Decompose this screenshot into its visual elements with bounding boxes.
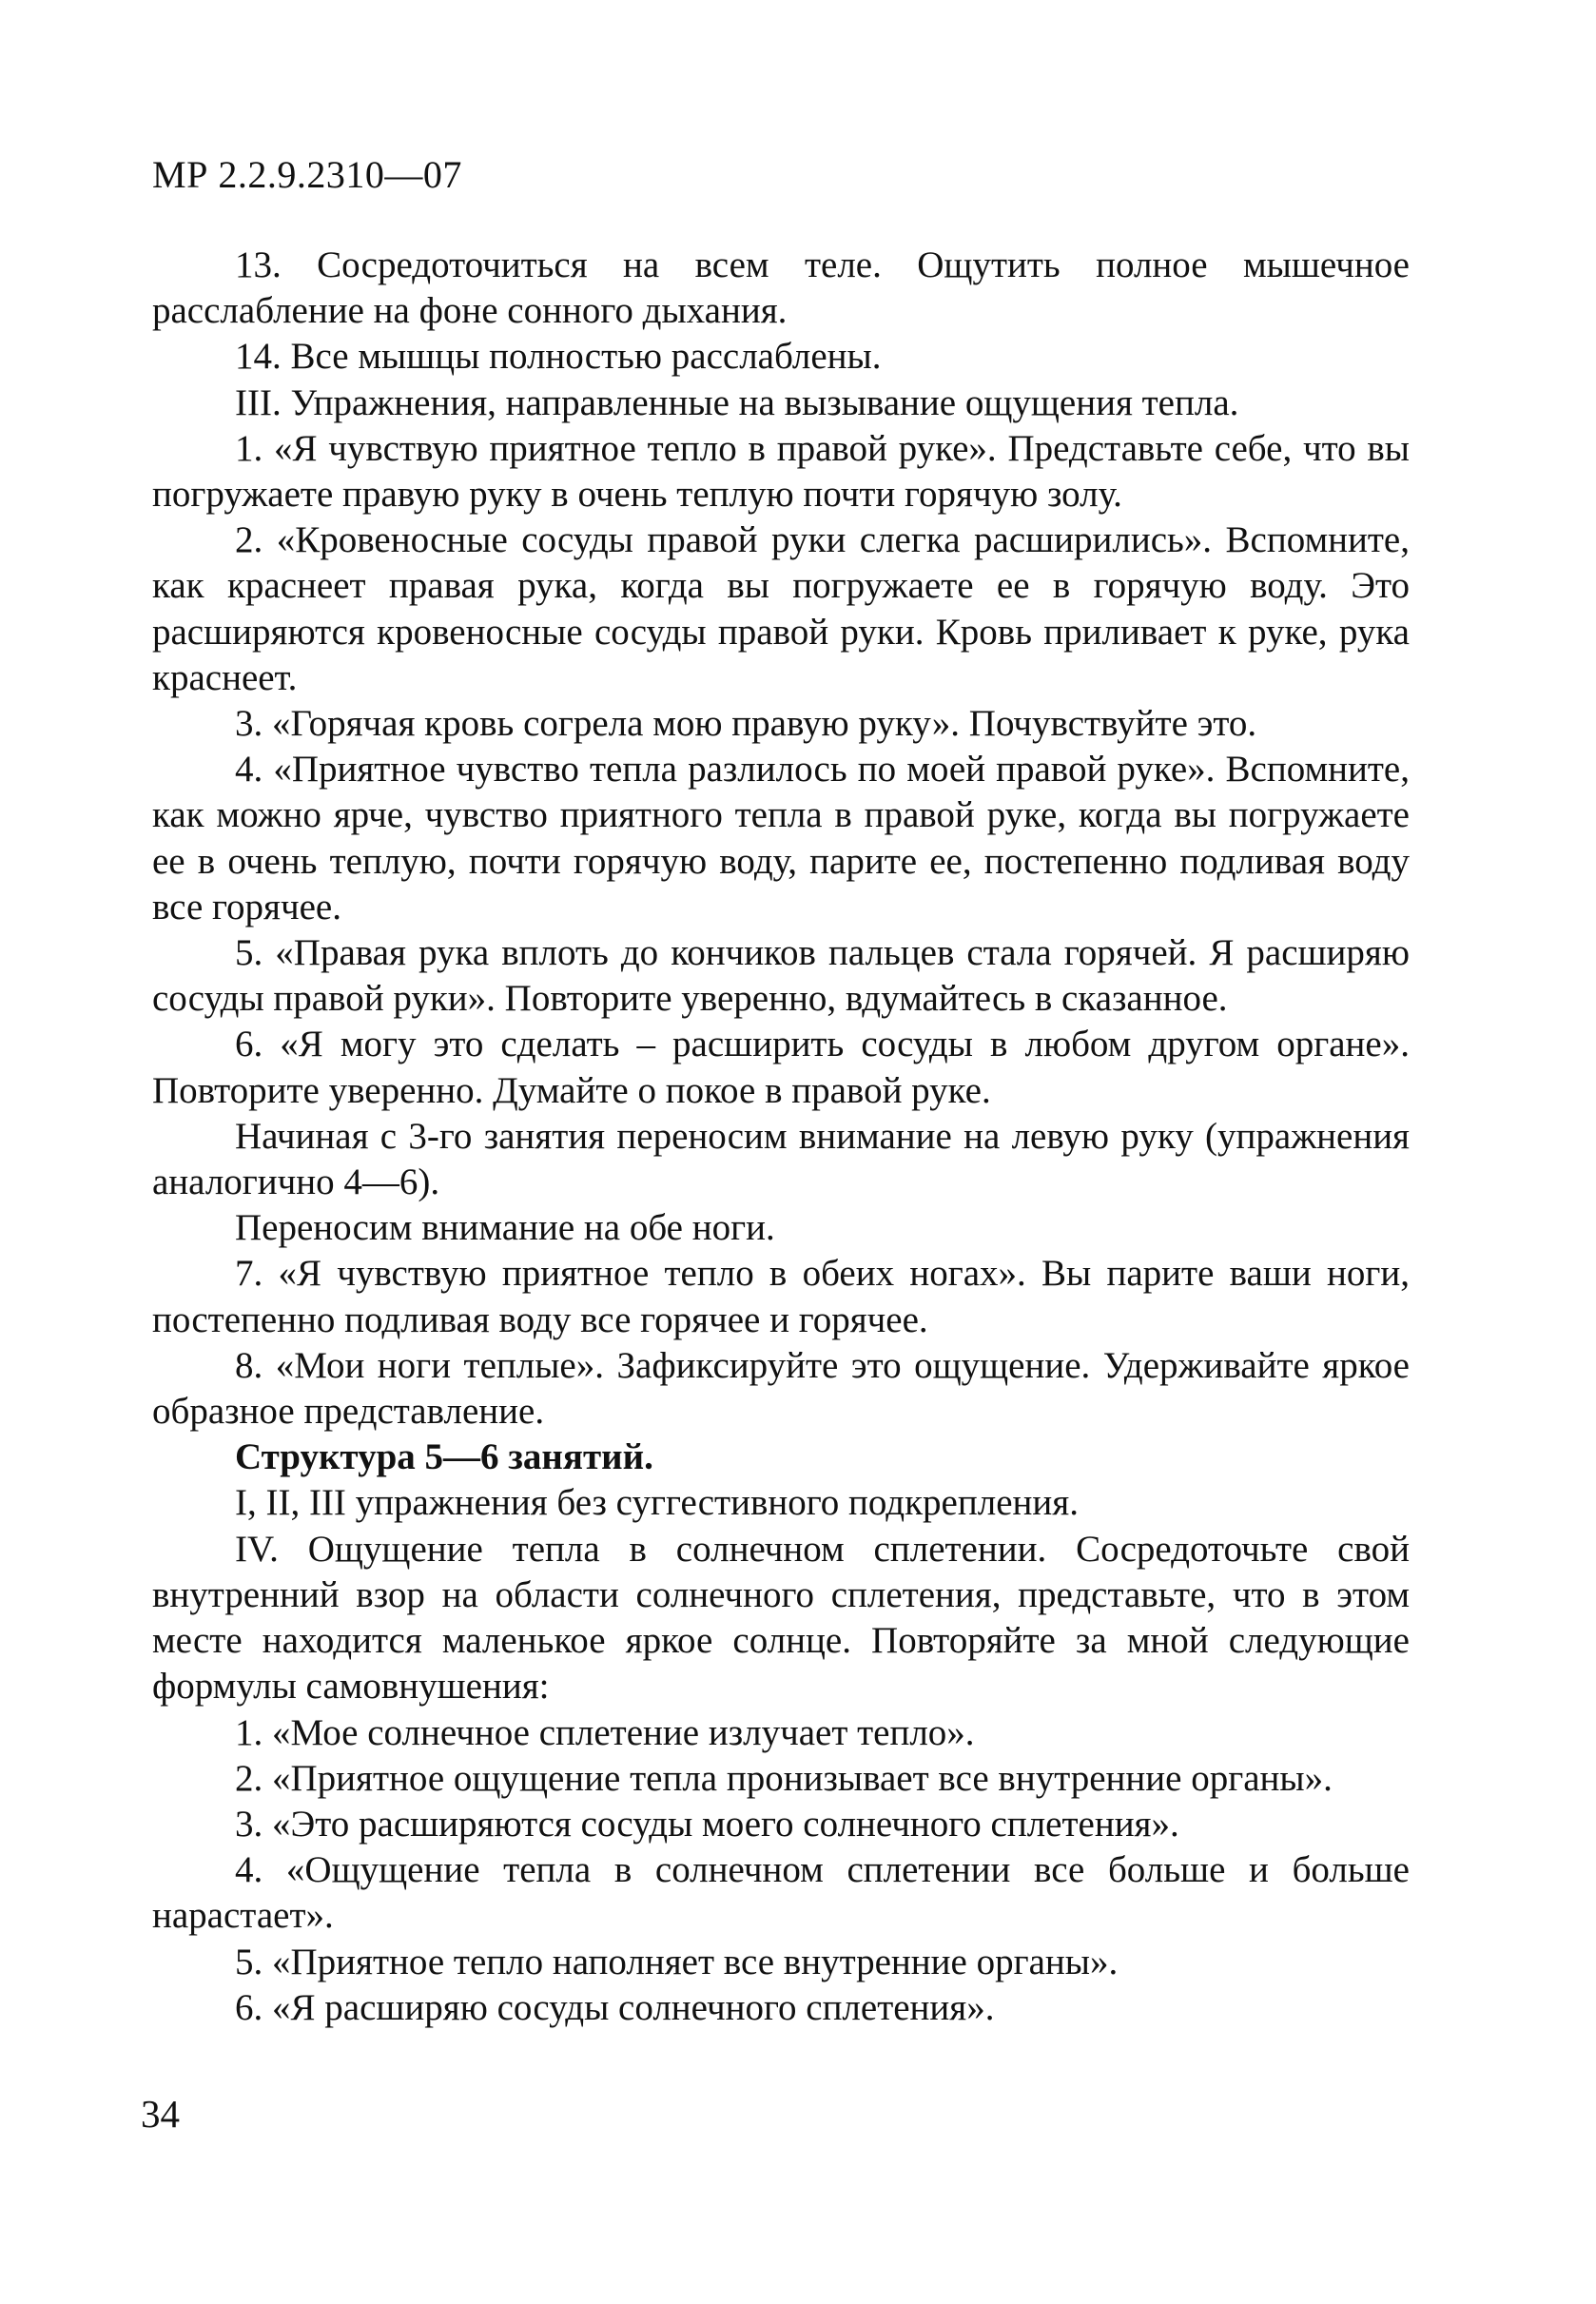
paragraph: 5. «Приятное тепло наполняет все внутренние органы». <box>235 1941 1119 1982</box>
paragraph: 1. «Мое солнечное сплетение излучает тепло». <box>235 1711 975 1753</box>
paragraph: 4. «Приятное чувство тепла разлилось по моей правой руке». Вспомните, как можно ярче, чувство приятного тепла в правой руке, когда вы погружаете ее в очень теплую, почти горячую воду, парите ее, постепенно подливая воду все горячее. <box>152 749 1410 927</box>
paragraph: 5. «Правая рука вплоть до кончиков пальцев стала горячей. Я расширяю сосуды правой руки». Повторите уверенно, вдумайтесь в сказанное. <box>152 932 1410 1020</box>
paragraph: 2. «Кровеносные сосуды правой руки слегка расширились». Вспомните, как краснеет правая рука, когда вы погружаете ее в горячую воду. Это расширяются кровеносные сосуды правой руки. Кровь приливает к руке, рука краснеет. <box>152 519 1410 698</box>
paragraph: 13. Сосредоточиться на всем теле. Ощутить полное мышечное расслабление на фоне сонного дыхания. <box>152 244 1410 332</box>
paragraph: 14. Все мышцы полностью расслаблены. <box>235 336 882 378</box>
paragraph: IV. Ощущение тепла в солнечном сплетении. Сосредоточьте свой внутренний взор на области солнечного сплетения, представьте, что в этом месте находится маленькое яркое солнце. Повторяйте за мной следующие формулы самовнушения: <box>152 1528 1410 1708</box>
page-number: 34 <box>141 2092 180 2136</box>
paragraph: Начиная с 3-го занятия переносим внимание на левую руку (упражнения аналогично 4—6). <box>152 1115 1410 1203</box>
section-heading: III. Упражнения, направленные на вызывание ощущения тепла. <box>235 381 1239 423</box>
paragraph: I, II, III упражнения без суггестивного подкрепления. <box>235 1482 1079 1524</box>
paragraph: 4. «Ощущение тепла в солнечном сплетении все больше и больше нарастает». <box>152 1849 1410 1937</box>
paragraph: 2. «Приятное ощущение тепла пронизывает все внутренние органы». <box>235 1757 1333 1799</box>
document-body <box>152 243 1410 2031</box>
paragraph: 3. «Горячая кровь согрела мою правую руку». Почувствуйте это. <box>235 703 1257 745</box>
document-code-header: МР 2.2.9.2310—07 <box>152 153 462 196</box>
paragraph: 3. «Это расширяются сосуды моего солнечного сплетения». <box>235 1803 1179 1845</box>
paragraph: 6. «Я расширяю сосуды солнечного сплетения». <box>235 1986 995 2028</box>
paragraph: 8. «Мои ноги теплые». Зафиксируйте это ощущение. Удерживайте яркое образное представление. <box>152 1344 1410 1433</box>
structure-heading: Структура 5—6 занятий. <box>235 1436 653 1478</box>
paragraph: Переносим внимание на обе ноги. <box>235 1207 775 1249</box>
paragraph: 1. «Я чувствую приятное тепло в правой руке». Представьте себе, что вы погружаете правую руку в очень теплую почти горячую золу. <box>152 427 1410 516</box>
paragraph: 6. «Я могу это сделать – расширить сосуды в любом другом органе». Повторите уверенно. Думайте о покое в правой руке. <box>152 1024 1410 1111</box>
paragraph: 7. «Я чувствую приятное тепло в обеих ногах». Вы парите ваши ноги, постепенно подливая воду все горячее и горячее. <box>152 1253 1410 1340</box>
